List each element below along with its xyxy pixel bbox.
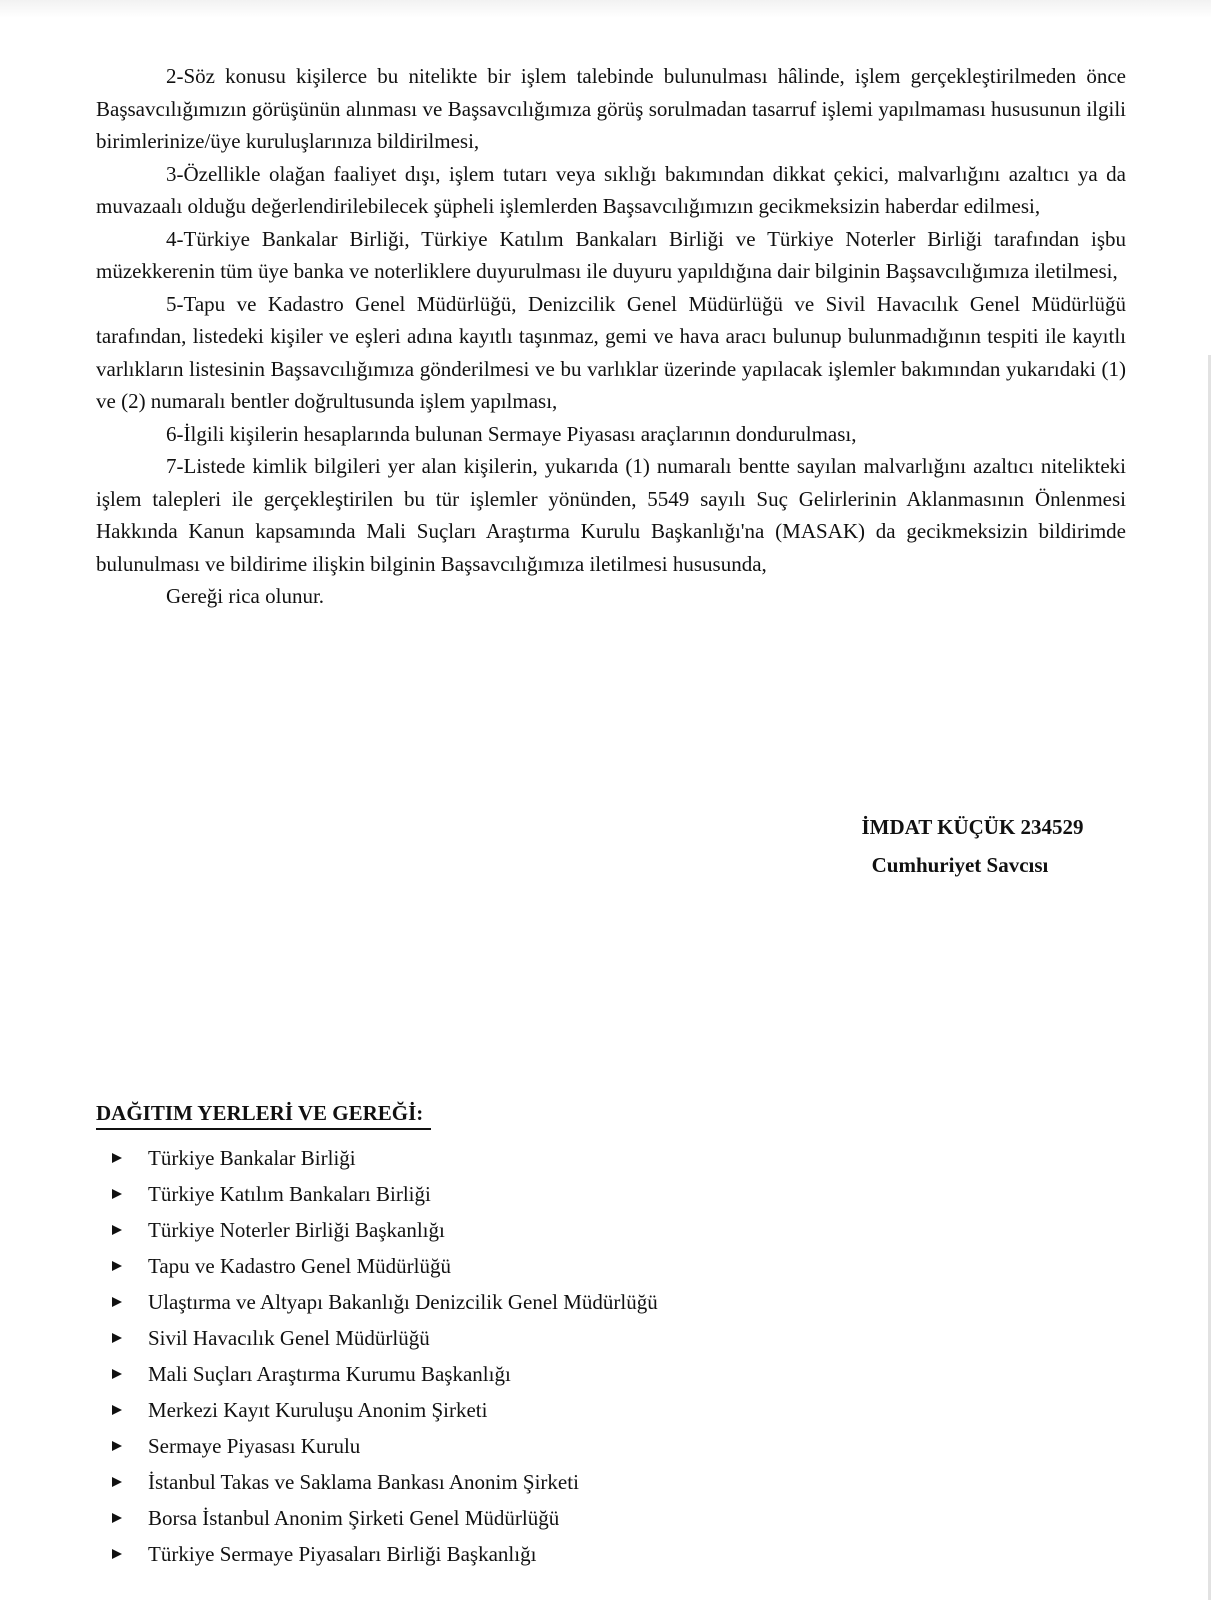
arrow-bullet-icon bbox=[112, 1477, 122, 1487]
list-item bbox=[110, 1428, 658, 1464]
paragraph-7: 7-Listede kimlik bilgileri yer alan kişilerin, yukarıda (1) numaralı bentte sayılan malvarlığını azaltıcı nitelikteki işlem talepleri ile gerçekleştirilen bu tür işlemler yönünden, 5549 sayılı Suç Gelirlerinin Aklanmasının Önlenmesi Hakkında Kanun kapsamında Mali Suçları Araştırma Kurulu Başkanlığı'na (MASAK) da gecikmeksizin bildirimde bulunulması ve bildirime ilişkin bilginin Başsavcılığımıza iletilmesi hususunda, bbox=[96, 454, 1126, 576]
list-item bbox=[110, 1356, 658, 1392]
arrow-bullet-icon bbox=[112, 1225, 122, 1235]
list-item-label: Türkiye Noterler Birliği Başkanlığı bbox=[148, 1218, 445, 1242]
arrow-bullet-icon bbox=[112, 1513, 122, 1523]
distribution-list bbox=[110, 1140, 658, 1572]
list-item bbox=[110, 1500, 658, 1536]
list-item bbox=[110, 1140, 658, 1176]
list-item-label: Türkiye Katılım Bankaları Birliği bbox=[148, 1182, 431, 1206]
list-item-label: Sermaye Piyasası Kurulu bbox=[148, 1434, 361, 1458]
arrow-bullet-icon bbox=[112, 1369, 122, 1379]
arrow-bullet-icon bbox=[112, 1153, 122, 1163]
list-item bbox=[110, 1248, 658, 1284]
list-item-label: Mali Suçları Araştırma Kurumu Başkanlığı bbox=[148, 1362, 511, 1386]
list-item-label: Tapu ve Kadastro Genel Müdürlüğü bbox=[148, 1254, 451, 1278]
list-item bbox=[110, 1212, 658, 1248]
list-item-label: Türkiye Bankalar Birliği bbox=[148, 1146, 356, 1170]
list-item-label: Ulaştırma ve Altyapı Bakanlığı Denizcilik Genel Müdürlüğü bbox=[148, 1290, 658, 1314]
list-item-label: Borsa İstanbul Anonim Şirketi Genel Müdürlüğü bbox=[148, 1506, 560, 1530]
signatory-title: Cumhuriyet Savcısı bbox=[871, 853, 1049, 877]
list-item bbox=[110, 1284, 658, 1320]
signatory-name: İMDAT KÜÇÜK 234529 bbox=[861, 815, 1084, 839]
list-item bbox=[110, 1392, 658, 1428]
paragraph-6: 6-İlgili kişilerin hesaplarında bulunan Sermaye Piyasası araçlarının dondurulması, bbox=[166, 421, 857, 446]
paragraph-2: 2-Söz konusu kişilerce bu nitelikte bir işlem talebinde bulunulması hâlinde, işlem gerçekleştirilmeden önce Başsavcılığımızın görüşünün alınması ve Başsavcılığımıza görüş sorulmadan tasarruf işlemi yapılmaması hususunun ilgili birimlerinize/üye kuruluşlarınıza bildirilmesi, bbox=[96, 64, 1126, 153]
list-item bbox=[110, 1320, 658, 1356]
list-item bbox=[110, 1176, 658, 1212]
arrow-bullet-icon bbox=[112, 1441, 122, 1451]
arrow-bullet-icon bbox=[112, 1189, 122, 1199]
paragraph-5: 5-Tapu ve Kadastro Genel Müdürlüğü, Denizcilik Genel Müdürlüğü ve Sivil Havacılık Genel Müdürlüğü tarafından, listedeki kişiler ve eşleri adına kayıtlı taşınmaz, gemi ve hava aracı bulunup bulunmadığının tespiti ile kayıtlı varlıkların listesinin Başsavcılığımıza gönderilmesi ve bu varlıklar üzerinde yapılacak işlemler bakımından yukarıdaki (1) ve (2) numaralı bentler doğrultusunda işlem yapılması, bbox=[96, 291, 1126, 413]
arrow-bullet-icon bbox=[112, 1405, 122, 1415]
list-item bbox=[110, 1536, 658, 1572]
paragraph-4: 4-Türkiye Bankalar Birliği, Türkiye Katılım Bankaları Birliği ve Türkiye Noterler Birliği tarafından işbu müzekkerenin tüm üye banka ve noterliklere duyurulması ile duyuru yapıldığına dair bilginin Başsavcılığımıza iletilmesi, bbox=[96, 226, 1126, 283]
arrow-bullet-icon bbox=[112, 1261, 122, 1271]
arrow-bullet-icon bbox=[112, 1549, 122, 1559]
arrow-bullet-icon bbox=[112, 1333, 122, 1343]
list-item-label: Merkezi Kayıt Kuruluşu Anonim Şirketi bbox=[148, 1398, 488, 1422]
paragraph-3: 3-Özellikle olağan faaliyet dışı, işlem tutarı veya sıklığı bakımından dikkat çekici, malvarlığını azaltıcı ya da muvazaalı olduğu değerlendirilebilecek şüpheli işlemlerden Başsavcılığımızın gecikmeksizin haberdar edilmesi, bbox=[96, 161, 1126, 218]
closing-line: Gereği rica olunur. bbox=[166, 584, 325, 608]
document-body bbox=[96, 60, 1126, 613]
list-item-label: Türkiye Sermaye Piyasaları Birliği Başkanlığı bbox=[148, 1542, 537, 1566]
list-item-label: Sivil Havacılık Genel Müdürlüğü bbox=[148, 1326, 430, 1350]
distribution-title: DAĞITIM YERLERİ VE GEREĞİ: bbox=[96, 1100, 431, 1130]
list-item bbox=[110, 1464, 658, 1500]
list-item-label: İstanbul Takas ve Saklama Bankası Anonim Şirketi bbox=[148, 1470, 579, 1494]
arrow-bullet-icon bbox=[112, 1297, 122, 1307]
scan-top-edge bbox=[0, 0, 1211, 18]
signature-block bbox=[760, 808, 1160, 884]
